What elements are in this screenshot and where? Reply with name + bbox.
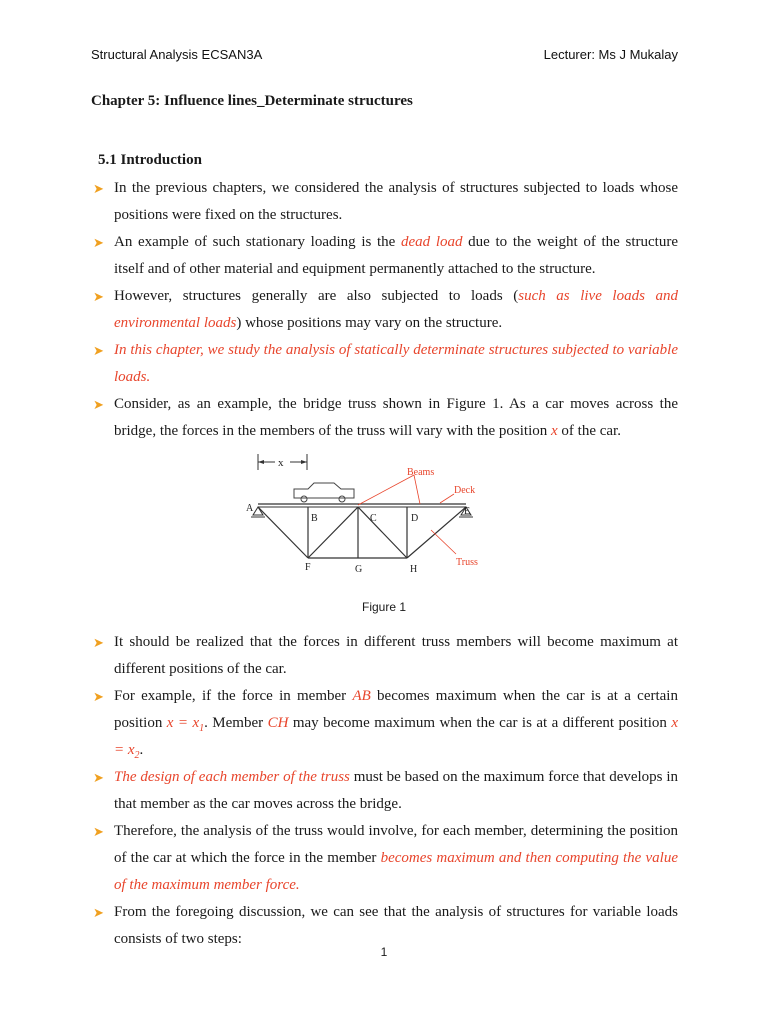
page-number: 1 [380, 945, 388, 959]
header-course: Structural Analysis ECSAN3A [91, 47, 263, 62]
math-expression: $x = x_1$ [166, 715, 205, 734]
list-item: ➤ However, structures generally are also subjected to loads (such as live loads and environmental loads) whose positions may vary on the structure. [91, 283, 678, 337]
label-truss: Truss [456, 557, 478, 568]
label-node-h: H [410, 564, 418, 575]
arrow-bullet-icon: ➤ [93, 689, 104, 704]
list-item [91, 337, 678, 391]
label-beams: Beams [407, 467, 435, 478]
list-item: ➤ The design of each member of the truss must be based on the maximum force that develops in that member as the car moves across the bridge. [91, 764, 678, 818]
label-node-g: G [355, 564, 363, 575]
arrow-right-icon [301, 460, 307, 464]
bridge-truss-diagram [244, 448, 494, 582]
arrow-bullet-icon: ➤ [93, 289, 104, 304]
figure-caption: Figure 1 [361, 600, 407, 614]
arrow-bullet-icon: ➤ [93, 905, 104, 920]
emphasis-text: In this chapter, we study the analysis of statically determinate structures subjected to variable loads. [114, 342, 678, 385]
wheel-icon [339, 496, 345, 502]
label-node-d: D [411, 513, 419, 524]
arrow-bullet-icon: ➤ [93, 235, 104, 250]
label-node-c: C [370, 513, 377, 524]
list-item: ➤ From the foregoing discussion, we can see that the analysis of structures for variable loads consists of two steps: [91, 899, 678, 953]
list-item: ➤ In the previous chapters, we considered the analysis of structures subjected to loads whose positions were fixed on the structures. [91, 175, 678, 229]
emphasis-text: dead load [401, 234, 463, 250]
emphasis-text: AB [352, 688, 371, 704]
list-item: ➤ Therefore, the analysis of the truss would involve, for each member, determining the position of the car at which the force in the member becomes maximum and then computing the value of the maximum member force. [91, 818, 678, 899]
arrow-left-icon [258, 460, 264, 464]
list-item: ➤ An example of such stationary loading is the dead load due to the weight of the structure itself and of other material and equipment permanently attached to the structure. [91, 229, 678, 283]
section-title: 5.1 Introduction [98, 152, 202, 168]
arrow-bullet-icon: ➤ [93, 635, 104, 650]
label-node-a: A [246, 503, 254, 514]
emphasis-text: CH [267, 715, 289, 731]
list-item: ➤ Consider, as an example, the bridge truss shown in Figure 1. As a car moves across the bridge, the forces in the members of the truss will vary with the position x of the car. [91, 391, 678, 445]
emphasis-text: such as live loads and environmental loads [114, 288, 678, 331]
bullet-list-intro [91, 175, 678, 445]
arrow-bullet-icon: ➤ [93, 181, 104, 196]
header-lecturer: Lecturer: Ms J Mukalay [543, 47, 678, 62]
truss-members [258, 507, 466, 558]
label-x: x [278, 457, 284, 469]
list-item: ➤ For example, if the force in member AB becomes maximum when the car is at a certain position $x = x_1$. Member CH may become maximum when the car is at a different position $x = x_2$. [91, 683, 678, 764]
list-item: ➤ It should be realized that the forces in different truss members will become maximum at different positions of the car. [91, 629, 678, 683]
wheel-icon [301, 496, 307, 502]
bridge-truss-figure [244, 448, 494, 582]
label-node-f: F [305, 562, 311, 573]
arrow-bullet-icon: ➤ [93, 343, 104, 358]
bullet-list-continued [91, 629, 678, 953]
label-node-e: E [464, 506, 471, 517]
math-expression: $x = x_2$ [114, 715, 678, 761]
arrow-bullet-icon: ➤ [93, 770, 104, 785]
emphasis-text: x [551, 423, 558, 439]
arrow-bullet-icon: ➤ [93, 824, 104, 839]
chapter-title: Chapter 5: Influence lines_Determinate structures [91, 93, 413, 109]
label-deck: Deck [454, 485, 476, 496]
emphasis-text: becomes maximum and then computing the value of the maximum member force. [114, 850, 678, 893]
arrow-bullet-icon: ➤ [93, 397, 104, 412]
label-node-b: B [311, 513, 318, 524]
emphasis-text: The design of each member of the truss [114, 769, 350, 785]
